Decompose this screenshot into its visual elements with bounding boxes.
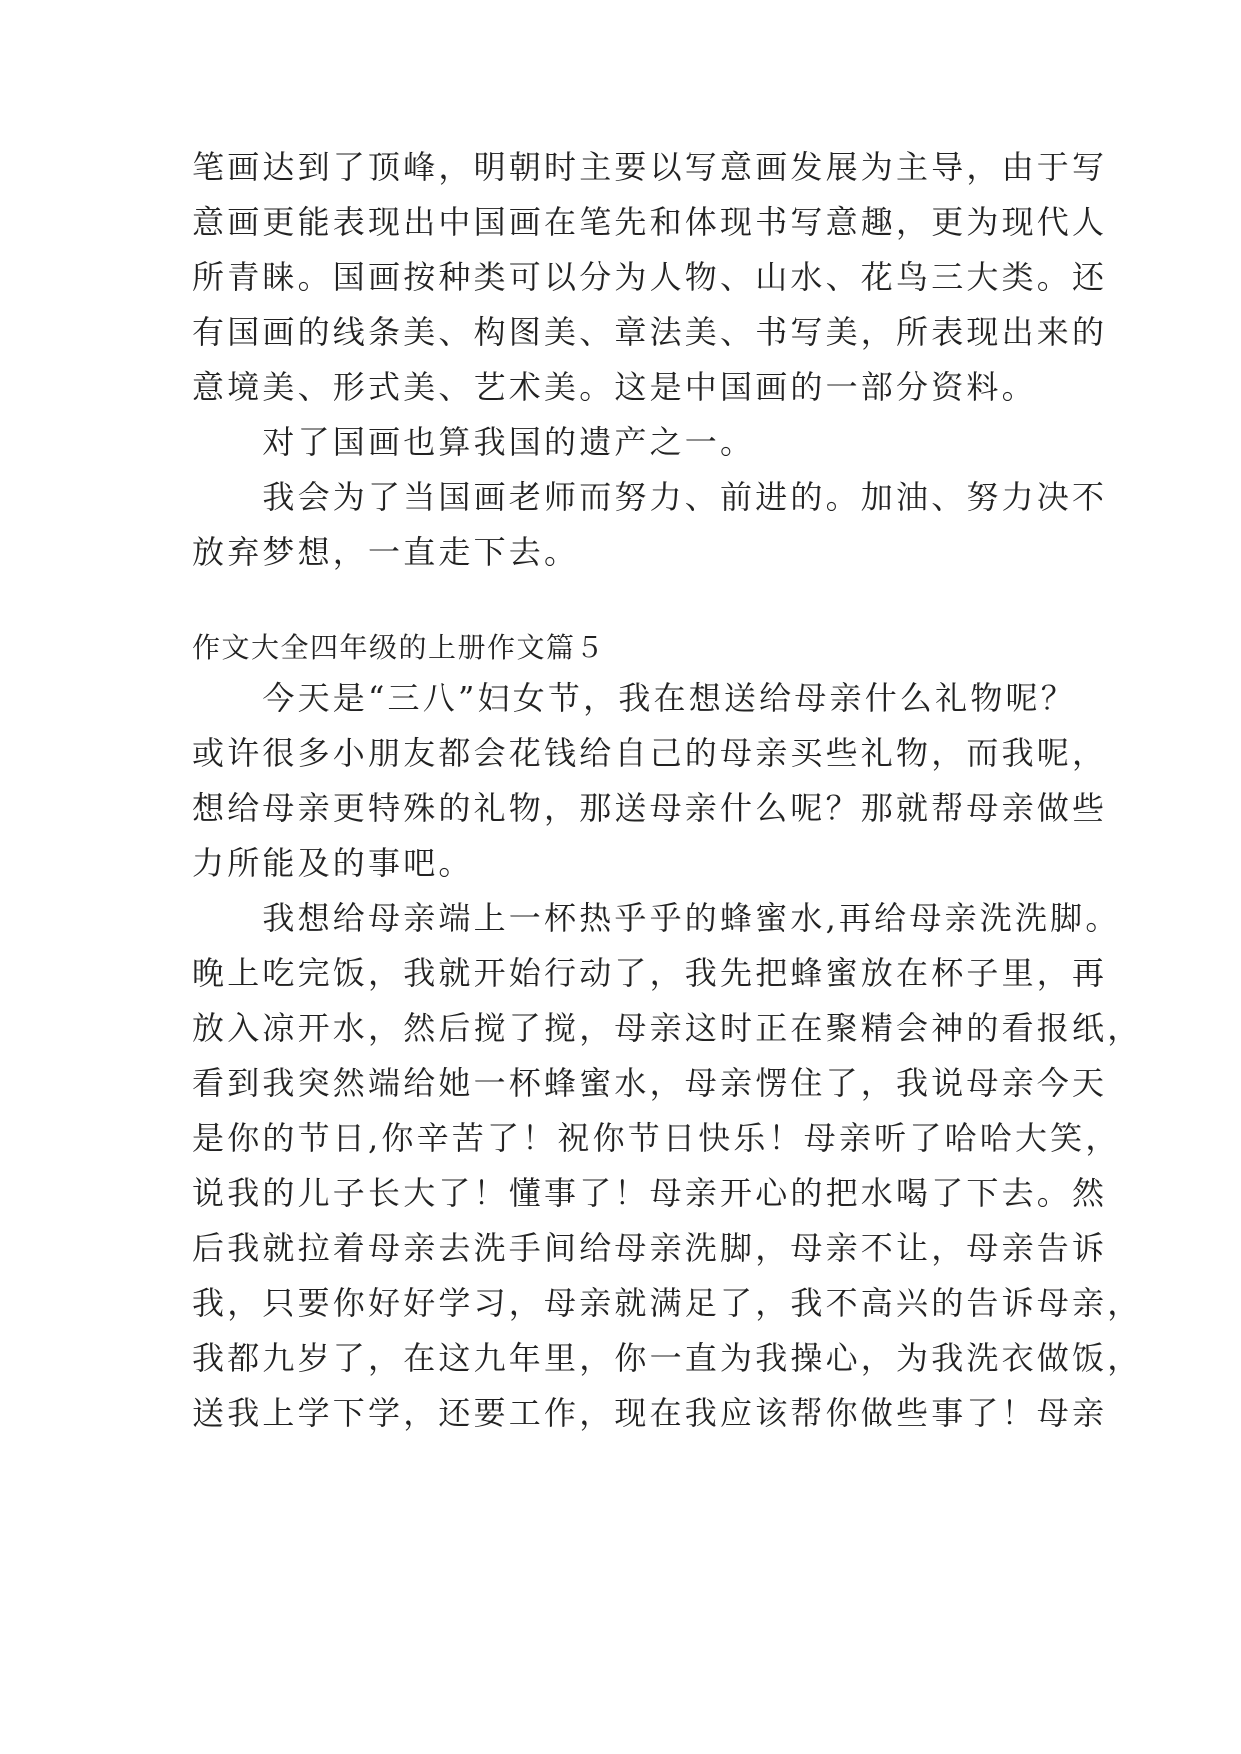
text-line: 是你的节日,你辛苦了！祝你节日快乐！母亲听了哈哈大笑， [192, 1119, 1121, 1157]
text-line: 我想给母亲端上一杯热乎乎的蜂蜜水,再给母亲洗洗脚。 [192, 899, 1121, 937]
text-line: 力所能及的事吧。 [192, 844, 474, 882]
text-line: 送我上学下学，还要工作，现在我应该帮你做些事了！母亲 [192, 1394, 1108, 1432]
text-line: 笔画达到了顶峰，明朝时主要以写意画发展为主导，由于写 [192, 148, 1108, 186]
section-heading: 作文大全四年级的上册作文篇５ [192, 631, 606, 664]
text-line: 有国画的线条美、构图美、章法美、书写美，所表现出来的 [192, 313, 1108, 351]
text-line: 我都九岁了，在这九年里，你一直为我操心，为我洗衣做饭， [192, 1339, 1143, 1377]
text-line: 放入凉开水，然后搅了搅，母亲这时正在聚精会神的看报纸， [192, 1009, 1143, 1047]
text-line: 所青睐。国画按种类可以分为人物、山水、花鸟三大类。还 [192, 258, 1108, 296]
text-line: 想给母亲更特殊的礼物，那送母亲什么呢？那就帮母亲做些 [192, 789, 1108, 827]
text-line: 放弃梦想，一直走下去。 [192, 533, 580, 571]
text-line: 或许很多小朋友都会花钱给自己的母亲买些礼物，而我呢， [192, 734, 1108, 772]
text-line: 晚上吃完饭，我就开始行动了，我先把蜂蜜放在杯子里，再 [192, 954, 1108, 992]
text-line: 我会为了当国画老师而努力、前进的。加油、努力决不 [192, 478, 1108, 516]
text-line: 我，只要你好好学习，母亲就满足了，我不高兴的告诉母亲， [192, 1284, 1143, 1322]
text-line: 看到我突然端给她一杯蜂蜜水，母亲愣住了，我说母亲今天 [192, 1064, 1108, 1102]
text-line: 意画更能表现出中国画在笔先和体现书写意趣，更为现代人 [192, 203, 1108, 241]
text-line: 后我就拉着母亲去洗手间给母亲洗脚，母亲不让，母亲告诉 [192, 1229, 1108, 1267]
text-line: 对了国画也算我国的遗产之一。 [192, 423, 756, 461]
text-line: 说我的儿子长大了！懂事了！母亲开心的把水喝了下去。然 [192, 1174, 1108, 1212]
text-line: 今天是“三八”妇女节，我在想送给母亲什么礼物呢？ [192, 679, 1076, 717]
text-line: 意境美、形式美、艺术美。这是中国画的一部分资料。 [192, 368, 1037, 406]
